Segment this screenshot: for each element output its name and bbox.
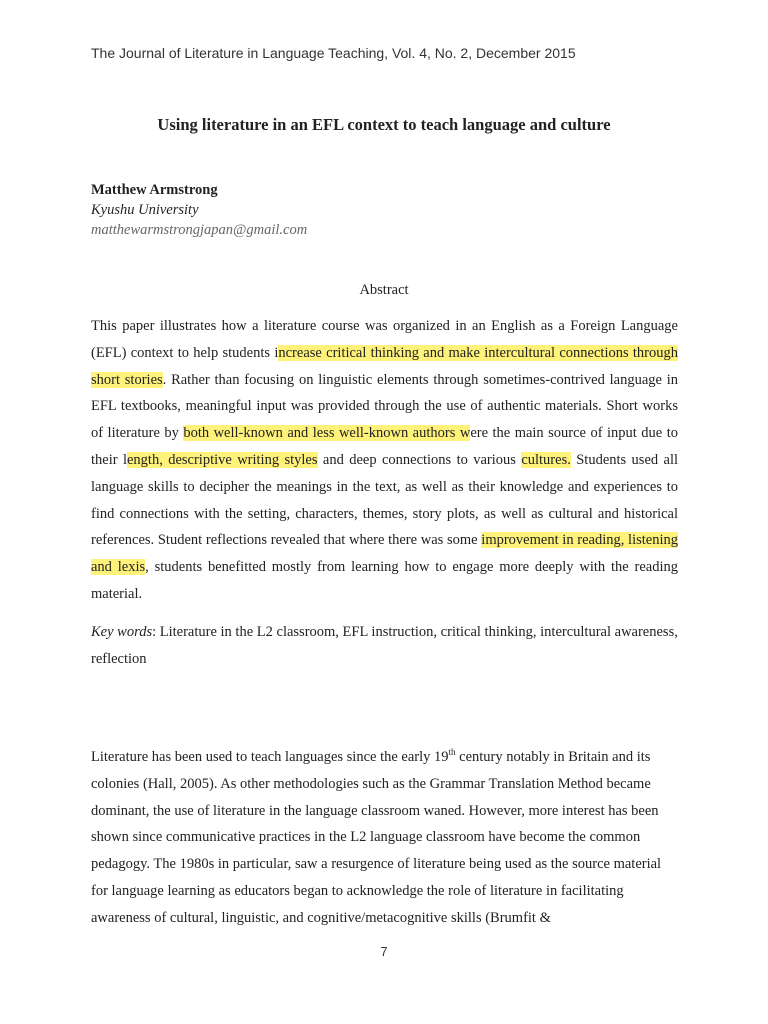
highlighted-text: improvement in reading, listening and lexis [91,532,679,576]
abstract-segment: , students benefitted mostly from learning how to engage more deeply with the reading material. [91,559,678,602]
keywords-list: : Literature in the L2 classroom, EFL instruction, critical thinking, intercultural awareness, reflection [91,624,678,667]
intro-text: Literature has been used to teach languages since the early 19 [91,749,449,765]
paper-title: Using literature in an EFL context to teach language and culture [157,115,611,134]
author-affiliation: Kyushu University [91,202,199,218]
running-header: The Journal of Literature in Language Teaching, Vol. 4, No. 2, December 2015 [91,45,576,61]
author-email: matthewarmstrongjapan@gmail.com [91,222,308,238]
intro-text: century notably in Britain and its colonies (Hall, 2005). As other methodologies such as the Grammar Translation Method became dominant, the use of literature in the language classroom waned. However, more interest has been shown since communicative practices in the L2 language classroom have become the common pedagogy. The 1980s in particular, saw a resurgence of literature being used as the source material for language learning as educators began to acknowledge the role of literature in facilitating awareness of cultural, linguistic, and cognitive/metacognitive skills (Brumfit & [91,749,662,926]
intro-paragraph [91,744,678,932]
ordinal-suffix: th [448,747,456,758]
highlighted-text: ength, descriptive writing styles [126,451,318,468]
abstract-segment: Students used all language skills to decipher the meanings in the text, as well as their knowledge and experiences to find connections with the setting, characters, themes, story plots, as well as cultural and historical references. Student reflections revealed that where there was some [91,451,679,549]
keywords-label: Key words [91,624,153,640]
abstract-segment: ere the main source of input due to their l [91,425,678,468]
author-name: Matthew Armstrong [91,182,218,198]
author-block [91,180,307,240]
abstract-heading: Abstract [359,282,409,298]
abstract-body [91,313,678,608]
page-number: 7 [380,944,388,959]
keywords [91,619,678,673]
highlighted-text: both well-known and less well-known authors w [183,425,471,442]
abstract-segment: and deep connections to various [317,451,522,468]
highlighted-text: ncrease critical thinking and make intercultural connections through short stories [91,344,679,388]
highlighted-text: cultures. [521,451,571,468]
abstract-segment: This paper illustrates how a literature course was organized in an English as a Foreign Language (EFL) context to help students i [91,318,678,361]
abstract-segment: . Rather than focusing on linguistic elements through sometimes-contrived language in EFL textbooks, meaningful input was provided through the use of authentic materials. Short works of literature by [91,371,679,442]
